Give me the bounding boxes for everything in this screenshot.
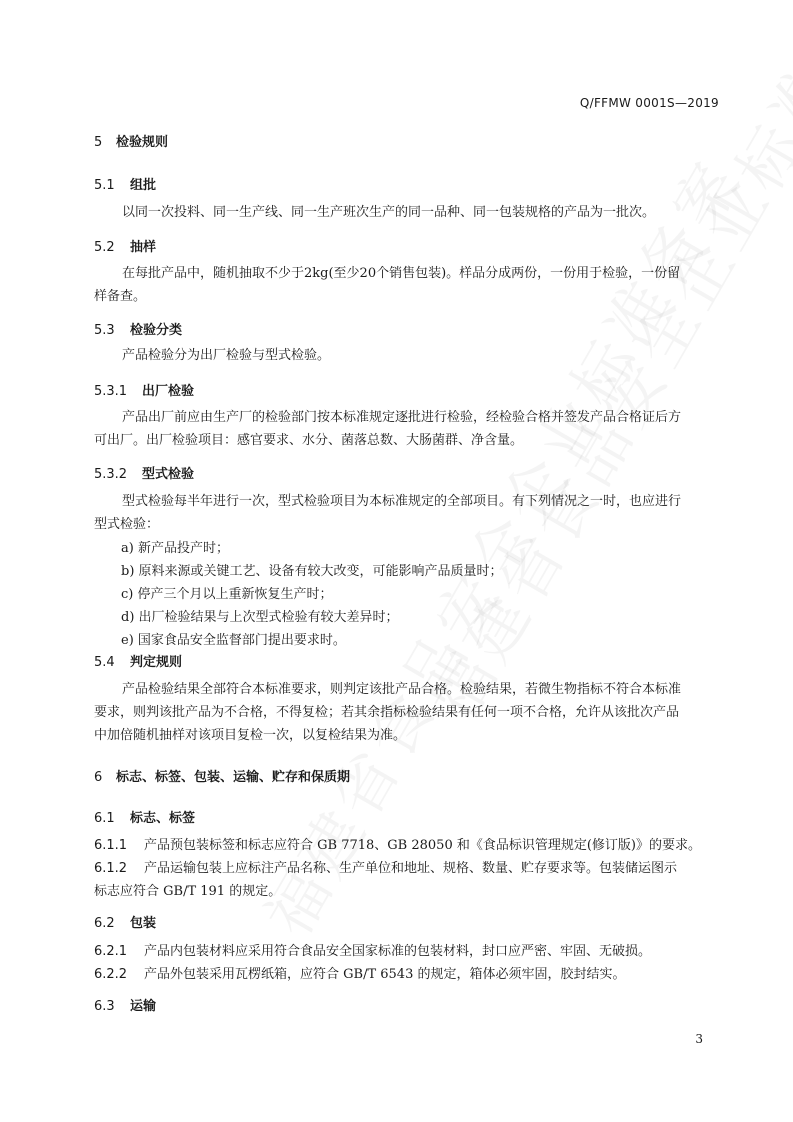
section-5-heading: 5 检验规则 xyxy=(94,135,169,150)
section-5-3-text: 产品检验分为出厂检验与型式检验。 xyxy=(122,348,331,363)
list-item: d) 出厂检验结果与上次型式检验有较大差异时； xyxy=(121,610,399,625)
section-6-2-heading: 6.2 包装 xyxy=(94,916,157,931)
section-5-4-text-line2: 要求，则判该批产品为不合格，不得复检；若其余指标检验结果有任何一项不合格，允许从该批次产品 xyxy=(94,705,680,720)
section-5-3-2-heading: 5.3.2 型式检验 xyxy=(94,467,195,482)
section-5-4-text-line3: 中加倍随机抽样对该项目复检一次，以复检结果为准。 xyxy=(94,728,407,743)
section-6-heading: 6 标志、标签、包装、运输、贮存和保质期 xyxy=(94,770,351,785)
watermark xyxy=(405,0,793,734)
clause-6-1-2: 6.1.2 产品运输包装上应标注产品名称、生产单位和地址、规格、数量、贮存要求等。包装储运图示 xyxy=(94,861,678,876)
section-5-2-text-line1: 在每批产品中，随机抽取不少于2kg(至少20个销售包装)。样品分成两份，一份用于检验，一份留 xyxy=(122,266,681,281)
section-5-2-text-line2: 样备查。 xyxy=(94,289,147,304)
section-5-4-text-line1: 产品检验结果全部符合本标准要求，则判定该批产品合格。检验结果，若微生物指标不符合本标准 xyxy=(122,682,682,697)
section-5-3-heading: 5.3 检验分类 xyxy=(94,323,183,338)
section-5-3-1-text-line1: 产品出厂前应由生产厂的检验部门按本标准规定逐批进行检验，经检验合格并签发产品合格证后方 xyxy=(122,410,682,425)
section-6-3-heading: 6.3 运输 xyxy=(94,999,157,1014)
section-5-3-1-text-line2: 可出厂。出厂检验项目：感官要求、水分、菌落总数、大肠菌群、净含量。 xyxy=(94,433,524,448)
section-6-1-heading: 6.1 标志、标签 xyxy=(94,811,196,826)
clause-6-2-2: 6.2.2 产品外包装采用瓦楞纸箱，应符合 GB/T 6543 的规定，箱体必须牢固，胶封结实。 xyxy=(94,967,626,982)
section-5-4-heading: 5.4 判定规则 xyxy=(94,655,183,670)
page-number: 3 xyxy=(695,1032,703,1046)
list-item: b) 原料来源或关键工艺、设备有较大改变，可能影响产品质量时； xyxy=(121,564,503,579)
section-5-2-heading: 5.2 抽样 xyxy=(94,240,157,255)
section-5-1-text: 以同一次投料、同一生产线、同一生产班次生产的同一品种、同一包装规格的产品为一批次。 xyxy=(122,205,656,220)
section-5-3-2-text-line1: 型式检验每半年进行一次，型式检验项目为本标准规定的全部项目。有下列情况之一时，也应进行 xyxy=(122,494,682,509)
clause-6-2-1: 6.2.1 产品内包装材料应采用符合食品安全国家标准的包装材料，封口应严密、牢固、无破损。 xyxy=(94,944,652,959)
section-5-1-heading: 5.1 组批 xyxy=(94,178,157,193)
section-5-3-2-text-line2: 型式检验： xyxy=(94,517,160,532)
document-id: Q/FFMW 0001S—2019 xyxy=(579,96,719,110)
clause-6-1-1: 6.1.1 产品预包装标签和标志应符合 GB 7718、GB 28050 和《食品标识管理规定(修订版)》的要求。 xyxy=(94,838,701,853)
list-item: c) 停产三个月以上重新恢复生产时； xyxy=(121,587,333,602)
list-item: e) 国家食品安全监督部门提出要求时。 xyxy=(121,633,346,648)
list-item: a) 新产品投产时； xyxy=(121,541,229,556)
section-5-3-1-heading: 5.3.1 出厂检验 xyxy=(94,384,195,399)
clause-6-1-2-line2: 标志应符合 GB/T 191 的规定。 xyxy=(94,884,282,899)
watermark xyxy=(240,139,759,949)
